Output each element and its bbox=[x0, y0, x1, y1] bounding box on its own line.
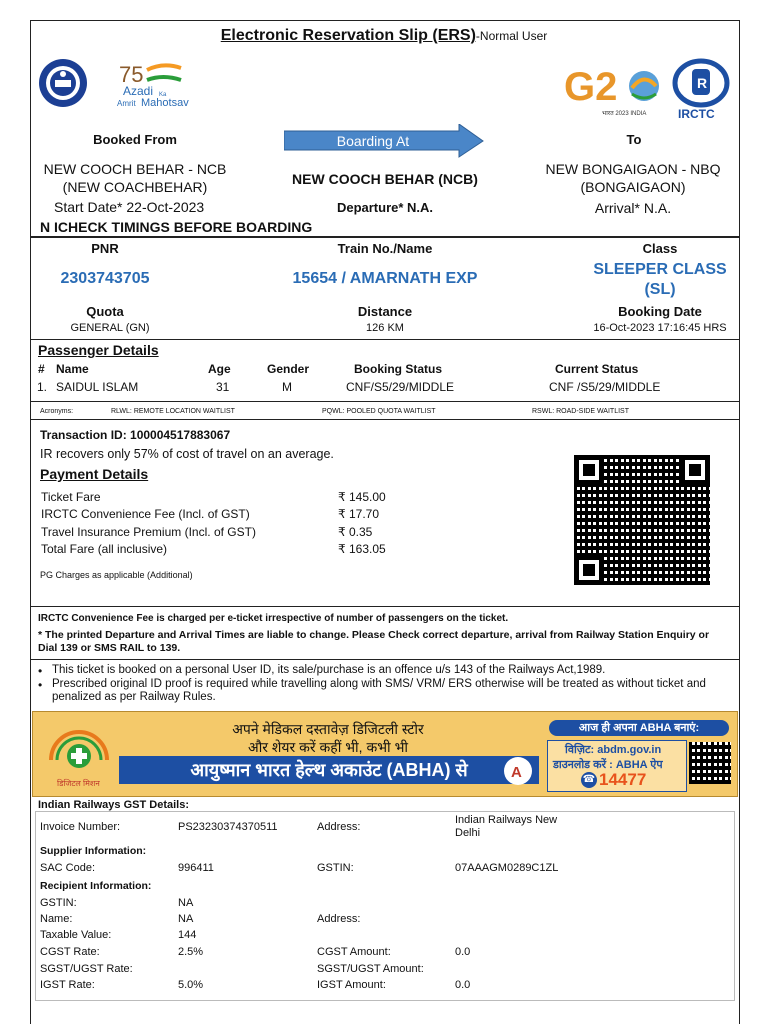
from-station: NEW COOCH BEHAR - NCB bbox=[43, 161, 227, 177]
passenger-age: 31 bbox=[216, 380, 230, 394]
distance-value: 126 KM bbox=[366, 322, 404, 334]
divider bbox=[30, 236, 740, 238]
boarding-station: NEW COOCH BEHAR (NCB) bbox=[292, 171, 478, 187]
printed-times-note: * The printed Departure and Arrival Times are liable to change. Please Check correct departure, arrival from Railway Station Enquiry or Dial 139 or SMS RAIL to 139. bbox=[38, 629, 710, 654]
sac-label: SAC Code: bbox=[40, 862, 96, 874]
pnr-label: PNR bbox=[91, 241, 119, 256]
igst-amount-label: IGST Amount: bbox=[317, 979, 386, 991]
class-label: Class bbox=[642, 241, 678, 256]
g20-logo bbox=[562, 58, 662, 120]
pg-charges-note: PG Charges as applicable (Additional) bbox=[40, 570, 193, 580]
svg-text:75: 75 bbox=[119, 62, 144, 87]
from-station-alt: (NEW COACHBEHAR) bbox=[62, 179, 208, 195]
col-name-header: Name bbox=[56, 362, 89, 376]
col-current-status-header: Current Status bbox=[555, 362, 639, 376]
banner-main: आयुष्मान भारत हेल्थ अकाउंट (ABHA) से bbox=[119, 756, 539, 784]
passenger-current-status: CNF /S5/29/MIDDLE bbox=[549, 380, 661, 394]
boarding-arrow bbox=[284, 124, 484, 158]
divider bbox=[30, 419, 740, 420]
igst-amount-value: 0.0 bbox=[455, 979, 471, 991]
class-code: (SL) bbox=[644, 281, 676, 298]
distance-label: Distance bbox=[357, 304, 413, 319]
ticket-fare-value: ₹ 145.00 bbox=[338, 490, 386, 504]
boarding-at-label: Boarding At bbox=[336, 133, 410, 149]
svg-text:डिजिटल मिशन: डिजिटल मिशन bbox=[57, 779, 100, 788]
quota-value: GENERAL (GN) bbox=[70, 322, 150, 334]
ticket-qr-code bbox=[574, 455, 710, 585]
col-gender-header: Gender bbox=[267, 362, 310, 376]
banner-line2: और शेयर करें कहीं भी, कभी भी bbox=[247, 739, 409, 755]
acronyms-label: Acronyms: bbox=[40, 408, 74, 415]
passenger-num: 1. bbox=[37, 380, 48, 394]
recipient-gstin-label: GSTIN: bbox=[40, 897, 77, 909]
to-label: To bbox=[626, 132, 642, 147]
bullet-dot: • bbox=[38, 664, 43, 678]
sgst-amount-label: SGST/UGST Amount: bbox=[317, 963, 424, 975]
total-fare-value: ₹ 163.05 bbox=[338, 542, 386, 556]
ticket-fare-label: Ticket Fare bbox=[41, 490, 101, 504]
page-title bbox=[0, 27, 768, 45]
abha-icon bbox=[503, 756, 533, 786]
banner-visit: विज़िट: abdm.gov.in bbox=[565, 744, 662, 756]
insurance-label: Travel Insurance Premium (Incl. of GST) bbox=[41, 525, 256, 539]
svg-text:Ka: Ka bbox=[159, 92, 167, 98]
quota-label: Quota bbox=[86, 304, 124, 319]
passenger-booking-status: CNF/S5/29/MIDDLE bbox=[346, 380, 455, 394]
title-text: Electronic Reservation Slip (ERS) bbox=[220, 27, 476, 44]
gst-heading: Indian Railways GST Details: bbox=[38, 799, 189, 811]
cgst-rate-label: CGST Rate: bbox=[40, 946, 100, 958]
recipient-heading: Recipient Information: bbox=[40, 880, 152, 892]
bullet-dot: • bbox=[38, 678, 43, 692]
passenger-details-heading: Passenger Details bbox=[38, 342, 159, 358]
supplier-heading: Supplier Information: bbox=[40, 845, 147, 857]
abha-banner bbox=[32, 711, 738, 797]
recipient-name-label: Name: bbox=[40, 913, 73, 925]
booked-from-label: Booked From bbox=[93, 132, 177, 147]
ndhm-logo bbox=[43, 720, 115, 792]
address-value: Indian Railways New Delhi bbox=[455, 814, 558, 839]
irctc-logo bbox=[670, 57, 732, 121]
cgst-amount-value: 0.0 bbox=[455, 946, 471, 958]
svg-text:A: A bbox=[511, 764, 522, 781]
svg-text:IRCTC: IRCTC bbox=[678, 107, 715, 121]
banner-phone: 14477 bbox=[599, 770, 647, 789]
arrival-time: Arrival* N.A. bbox=[594, 200, 672, 216]
departure-time: Departure* N.A. bbox=[336, 200, 434, 215]
indian-railways-logo bbox=[38, 58, 88, 108]
train-value: 15654 / AMARNATH EXP bbox=[292, 270, 478, 287]
pnr-value: 2303743705 bbox=[60, 270, 150, 287]
taxable-value: 144 bbox=[178, 929, 197, 941]
svg-text:Amrit: Amrit bbox=[117, 99, 136, 108]
svg-text:G2: G2 bbox=[564, 65, 618, 109]
title-subtitle: -Normal User bbox=[475, 29, 548, 43]
col-age-header: Age bbox=[208, 362, 231, 376]
booking-date-label: Booking Date bbox=[618, 304, 702, 319]
acronym-pqwl: PQWL: POOLED QUOTA WAITLIST bbox=[322, 408, 436, 415]
svg-text:Mahotsav: Mahotsav bbox=[141, 97, 189, 109]
convenience-fee-label: IRCTC Convenience Fee (Incl. of GST) bbox=[41, 507, 250, 521]
igst-rate-value: 5.0% bbox=[178, 979, 204, 991]
acronym-rlwl: RLWL: REMOTE LOCATION WAITLIST bbox=[111, 408, 235, 415]
svg-text:R: R bbox=[697, 75, 708, 91]
invoice-label: Invoice Number: bbox=[40, 821, 121, 833]
train-label: Train No./Name bbox=[337, 241, 433, 256]
passenger-gender: M bbox=[282, 380, 292, 394]
check-timings-note: N ICHECK TIMINGS BEFORE BOARDING bbox=[40, 219, 313, 235]
recipient-address-label: Address: bbox=[317, 913, 361, 925]
convenience-fee-value: ₹ 17.70 bbox=[338, 507, 379, 521]
start-date: Start Date* 22-Oct-2023 bbox=[54, 199, 205, 215]
transaction-id: Transaction ID: 100004517883067 bbox=[40, 428, 231, 442]
payment-details-heading: Payment Details bbox=[40, 466, 149, 482]
cgst-rate-value: 2.5% bbox=[178, 946, 204, 958]
gstin-label: GSTIN: bbox=[317, 862, 354, 874]
igst-rate-label: IGST Rate: bbox=[40, 979, 95, 991]
address-label: Address: bbox=[317, 821, 361, 833]
banner-right-title: आज ही अपना ABHA बनाएं: bbox=[549, 720, 729, 736]
acronym-rswl: RSWL: ROAD-SIDE WAITLIST bbox=[532, 408, 629, 415]
passenger-name: SAIDUL ISLAM bbox=[56, 380, 139, 394]
banner-download: डाउनलोड करें : ABHA ऐप bbox=[553, 759, 663, 771]
recipient-gstin-value: NA bbox=[178, 897, 194, 909]
azadi-ka-amrit-mahotsav-logo bbox=[115, 58, 205, 110]
bullet-personal-id: This ticket is booked on a personal User ID, its sale/purchase is an offence u/s 143 of the Railways Act,1989. bbox=[52, 664, 606, 676]
booking-date-value: 16-Oct-2023 17:16:45 HRS bbox=[593, 322, 727, 334]
sac-value: 996411 bbox=[178, 862, 214, 874]
cgst-amount-label: CGST Amount: bbox=[317, 946, 391, 958]
col-num-header: # bbox=[38, 362, 45, 376]
bullet-id-proof: Prescribed original ID proof is required while travelling along with SMS/ VRM/ ERS otherwise will be treated as without ticket and penalized as per Railway Rules. bbox=[52, 678, 706, 703]
banner-line1: अपने मेडिकल दस्तावेज़ डिजिटली स्टोर bbox=[232, 721, 424, 737]
svg-text:भारत 2023 INDIA: भारत 2023 INDIA bbox=[602, 111, 647, 117]
ir-recovers-note: IR recovers only 57% of cost of travel on an average. bbox=[40, 447, 334, 461]
divider bbox=[30, 339, 740, 340]
divider bbox=[30, 606, 740, 607]
taxable-label: Taxable Value: bbox=[40, 929, 112, 941]
invoice-value: PS23230374370511 bbox=[178, 821, 278, 833]
recipient-name-value: NA bbox=[178, 913, 194, 925]
divider bbox=[30, 401, 740, 402]
to-station-alt: (BONGAIGAON) bbox=[580, 179, 686, 195]
to-station: NEW BONGAIGAON - NBQ bbox=[545, 161, 721, 177]
gstin-value: 07AAAGM0289C1ZL bbox=[455, 862, 559, 874]
convenience-fee-note: IRCTC Convenience Fee is charged per e-ticket irrespective of number of passengers on the ticket. bbox=[38, 613, 509, 624]
class-value: SLEEPER CLASS bbox=[593, 261, 727, 278]
divider bbox=[30, 659, 740, 660]
col-booking-status-header: Booking Status bbox=[354, 362, 443, 376]
sgst-rate-label: SGST/UGST Rate: bbox=[40, 963, 133, 975]
azadi-text: Azadi bbox=[123, 84, 154, 98]
insurance-value: ₹ 0.35 bbox=[338, 525, 373, 539]
phone-icon: ☎ bbox=[581, 772, 597, 788]
abha-qr-code bbox=[689, 742, 731, 784]
total-fare-label: Total Fare (all inclusive) bbox=[41, 542, 168, 556]
